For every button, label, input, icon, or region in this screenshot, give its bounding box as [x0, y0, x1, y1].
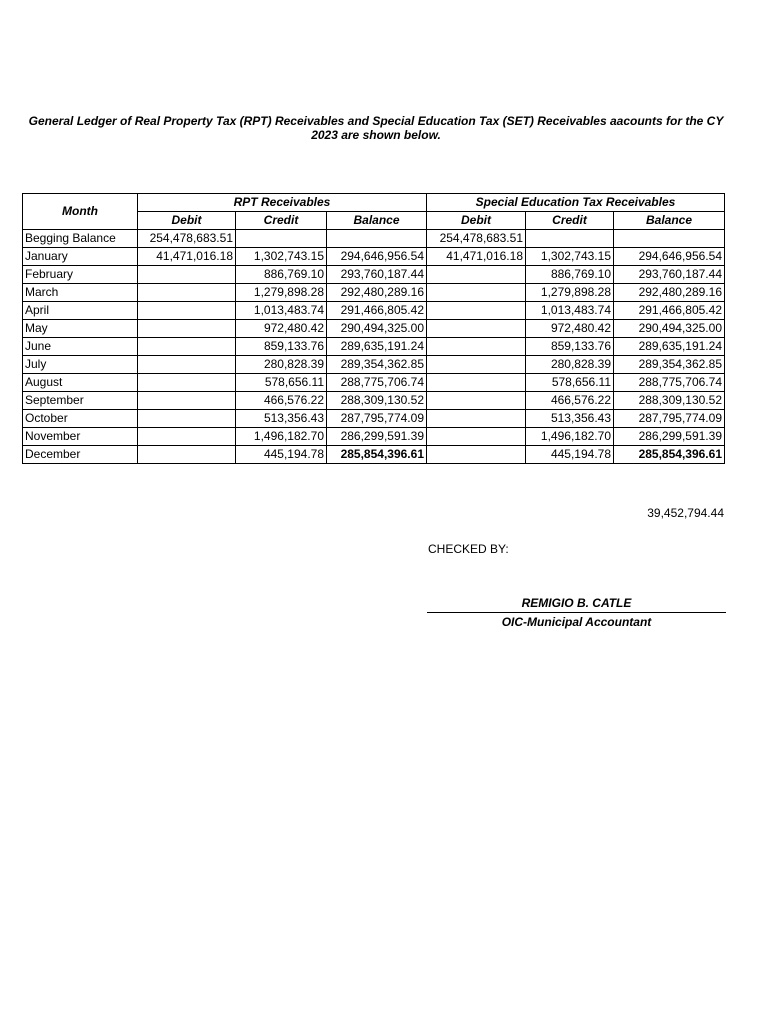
rpt-credit-cell: 513,356.43 [236, 410, 327, 428]
set-balance-cell: 293,760,187.44 [614, 266, 725, 284]
rpt-balance-cell: 294,646,956.54 [327, 248, 427, 266]
set-credit-cell: 1,496,182.70 [526, 428, 614, 446]
table-row [23, 302, 725, 320]
set-balance-cell: 289,635,191.24 [614, 338, 725, 356]
month-cell: May [23, 320, 138, 338]
rpt-balance-cell: 288,309,130.52 [327, 392, 427, 410]
set-debit-cell [427, 410, 526, 428]
set-credit-cell: 1,302,743.15 [526, 248, 614, 266]
rpt-credit-cell: 972,480.42 [236, 320, 327, 338]
month-cell: December [23, 446, 138, 464]
set-debit-cell: 254,478,683.51 [427, 230, 526, 248]
signature-line [427, 612, 726, 613]
document-title: General Ledger of Real Property Tax (RPT) Receivables and Special Education Tax (SET) Receivables aacounts for the CY 2023 are shown below. [28, 114, 724, 142]
set-debit-cell [427, 266, 526, 284]
signatory-name: REMIGIO B. CATLE [521, 596, 632, 610]
rpt-balance-cell: 286,299,591.39 [327, 428, 427, 446]
rpt-balance-cell: 293,760,187.44 [327, 266, 427, 284]
month-cell: March [23, 284, 138, 302]
set-credit-cell: 1,279,898.28 [526, 284, 614, 302]
set-balance-header: Balance [614, 212, 725, 230]
rpt-balance-cell: 288,775,706.74 [327, 374, 427, 392]
month-cell: September [23, 392, 138, 410]
month-cell: Begging Balance [23, 230, 138, 248]
header-row-group [23, 194, 725, 212]
signatory-position: OIC-Municipal Accountant [501, 615, 652, 629]
set-credit-cell: 466,576.22 [526, 392, 614, 410]
rpt-debit-cell [138, 446, 236, 464]
set-debit-header: Debit [427, 212, 526, 230]
rpt-debit-cell: 41,471,016.18 [138, 248, 236, 266]
set-credit-cell: 1,013,483.74 [526, 302, 614, 320]
set-balance-cell: 290,494,325.00 [614, 320, 725, 338]
set-balance-cell: 288,775,706.74 [614, 374, 725, 392]
set-balance-cell: 289,354,362.85 [614, 356, 725, 374]
set-credit-cell: 578,656.11 [526, 374, 614, 392]
rpt-balance-header: Balance [327, 212, 427, 230]
set-credit-cell: 280,828.39 [526, 356, 614, 374]
rpt-credit-cell: 886,769.10 [236, 266, 327, 284]
ledger-table [22, 193, 725, 464]
month-cell: June [23, 338, 138, 356]
set-debit-cell [427, 338, 526, 356]
rpt-debit-cell [138, 428, 236, 446]
rpt-credit-cell: 1,302,743.15 [236, 248, 327, 266]
set-debit-cell [427, 302, 526, 320]
set-credit-cell: 445,194.78 [526, 446, 614, 464]
rpt-balance-cell: 289,354,362.85 [327, 356, 427, 374]
month-cell: February [23, 266, 138, 284]
set-balance-cell: 287,795,774.09 [614, 410, 725, 428]
table-row [23, 446, 725, 464]
set-header: Special Education Tax Receivables [427, 194, 725, 212]
table-row [23, 356, 725, 374]
month-cell: July [23, 356, 138, 374]
table-row [23, 320, 725, 338]
rpt-debit-cell [138, 302, 236, 320]
set-balance-cell: 288,309,130.52 [614, 392, 725, 410]
rpt-debit-cell [138, 338, 236, 356]
set-balance-cell: 291,466,805.42 [614, 302, 725, 320]
rpt-credit-header: Credit [236, 212, 327, 230]
rpt-credit-cell: 280,828.39 [236, 356, 327, 374]
total-credit-value: 39,452,794.44 [647, 506, 724, 520]
set-balance-cell: 294,646,956.54 [614, 248, 725, 266]
rpt-debit-cell [138, 392, 236, 410]
rpt-credit-cell: 1,496,182.70 [236, 428, 327, 446]
table-row [23, 266, 725, 284]
set-balance-cell: 286,299,591.39 [614, 428, 725, 446]
set-debit-cell [427, 446, 526, 464]
checked-by-label: CHECKED BY: [428, 542, 509, 556]
month-header: Month [23, 194, 138, 230]
rpt-credit-cell [236, 230, 327, 248]
rpt-debit-cell [138, 320, 236, 338]
set-debit-cell [427, 320, 526, 338]
set-credit-header: Credit [526, 212, 614, 230]
rpt-balance-cell: 287,795,774.09 [327, 410, 427, 428]
table-row [23, 392, 725, 410]
rpt-debit-cell [138, 410, 236, 428]
month-cell: August [23, 374, 138, 392]
set-debit-cell [427, 374, 526, 392]
rpt-balance-cell: 285,854,396.61 [327, 446, 427, 464]
table-row [23, 230, 725, 248]
rpt-header: RPT Receivables [138, 194, 427, 212]
set-debit-cell [427, 284, 526, 302]
rpt-balance-cell: 289,635,191.24 [327, 338, 427, 356]
rpt-debit-cell [138, 266, 236, 284]
set-credit-cell [526, 230, 614, 248]
set-balance-cell: 285,854,396.61 [614, 446, 725, 464]
rpt-credit-cell: 445,194.78 [236, 446, 327, 464]
table-row [23, 248, 725, 266]
rpt-balance-cell: 291,466,805.42 [327, 302, 427, 320]
set-balance-cell: 292,480,289.16 [614, 284, 725, 302]
set-credit-cell: 513,356.43 [526, 410, 614, 428]
month-cell: January [23, 248, 138, 266]
rpt-debit-cell [138, 356, 236, 374]
rpt-credit-cell: 578,656.11 [236, 374, 327, 392]
set-debit-cell [427, 428, 526, 446]
rpt-debit-cell [138, 284, 236, 302]
table-row [23, 284, 725, 302]
rpt-debit-cell [138, 374, 236, 392]
table-row [23, 410, 725, 428]
rpt-credit-cell: 1,279,898.28 [236, 284, 327, 302]
rpt-credit-cell: 1,013,483.74 [236, 302, 327, 320]
set-balance-cell [614, 230, 725, 248]
rpt-debit-cell: 254,478,683.51 [138, 230, 236, 248]
rpt-debit-header: Debit [138, 212, 236, 230]
rpt-balance-cell: 292,480,289.16 [327, 284, 427, 302]
rpt-credit-cell: 466,576.22 [236, 392, 327, 410]
set-debit-cell: 41,471,016.18 [427, 248, 526, 266]
month-cell: November [23, 428, 138, 446]
table-row [23, 338, 725, 356]
set-credit-cell: 859,133.76 [526, 338, 614, 356]
month-cell: October [23, 410, 138, 428]
table-row [23, 428, 725, 446]
set-credit-cell: 972,480.42 [526, 320, 614, 338]
rpt-credit-cell: 859,133.76 [236, 338, 327, 356]
month-cell: April [23, 302, 138, 320]
table-row [23, 374, 725, 392]
set-credit-cell: 886,769.10 [526, 266, 614, 284]
rpt-balance-cell: 290,494,325.00 [327, 320, 427, 338]
set-debit-cell [427, 392, 526, 410]
set-debit-cell [427, 356, 526, 374]
rpt-balance-cell [327, 230, 427, 248]
